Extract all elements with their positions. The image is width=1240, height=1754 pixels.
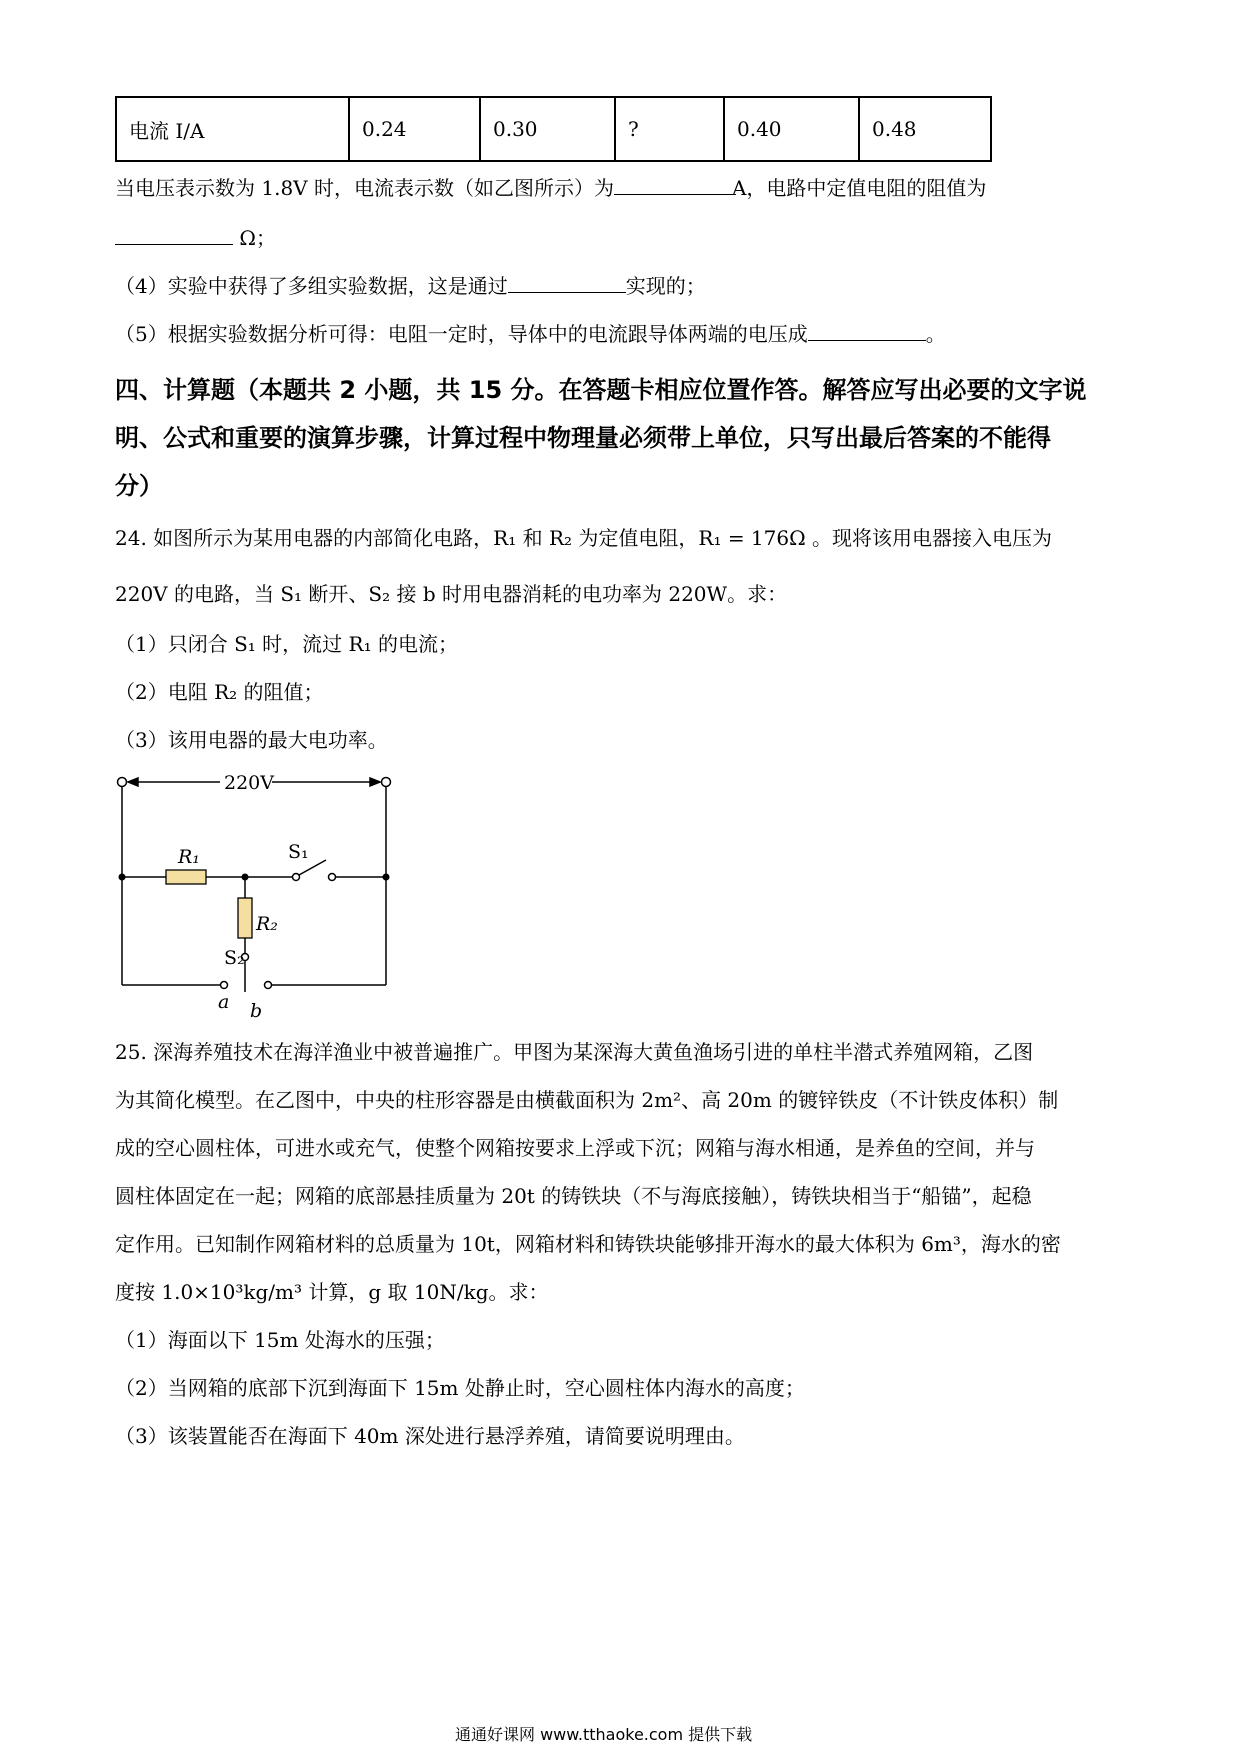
table-cell: 0.40 [724,97,859,161]
answer-blank [508,274,626,293]
question-24-sub1: （1）只闭合 S₁ 时，流过 R₁ 的电流； [115,632,458,656]
table-cell: 0.24 [349,97,480,161]
answer-blank [115,226,233,245]
data-table [115,96,992,162]
question-24-line1: 24. 如图所示为某用电器的内部简化电路，R₁ 和 R₂ 为定值电阻，R₁ = 176Ω 。现将该用电器接入电压为 [115,526,1053,550]
b-label: b [250,1000,263,1022]
voltage-label: 220V [224,772,274,794]
junction-dot [383,874,390,881]
question-24-sub3: （3）该用电器的最大电功率。 [115,728,388,752]
table-cell: 0.48 [859,97,991,161]
section-heading-line1: 四、计算题（本题共 2 小题，共 15 分。在答题卡相应位置作答。解答应写出必要的文字说 [115,376,1087,404]
question-25-line5: 定作用。已知制作网箱材料的总质量为 10t，网箱材料和铸铁块能够排开海水的最大体积为 6m³，海水的密 [115,1232,1061,1256]
junction-dot [119,874,126,881]
s2-label: S₂ [224,947,245,969]
question-text: 当电压表示数为 1.8V 时，电流表示数（如乙图所示）为 [115,176,614,200]
question-24-line2: 220V 的电路，当 S₁ 断开、S₂ 接 b 时用电器消耗的电功率为 220W。求： [115,582,788,606]
resistor-r2 [238,898,252,938]
question-text: 。 [925,322,946,346]
terminal-right [382,778,391,787]
table-cell: ? [615,97,724,161]
question-25-sub3: （3）该装置能否在海面下 40m 深处进行悬浮养殖，请简要说明理由。 [115,1424,745,1448]
table-row [116,97,991,161]
question-text: （4）实验中获得了多组实验数据，这是通过 [115,274,508,298]
section-heading-line3: 分） [115,472,163,500]
question-23-3-line1 [115,176,986,200]
contact-b [265,982,272,989]
junction-dot [242,874,249,881]
arrow-head-left [128,778,138,786]
question-text: A，电路中定值电阻的阻值为 [731,176,987,200]
a-label: a [218,991,230,1013]
terminal-left [118,778,127,787]
question-25-line1: 25. 深海养殖技术在海洋渔业中被普遍推广。甲图为某深海大黄鱼渔场引进的单柱半潜式养殖网箱，乙图 [115,1040,1034,1064]
contact-a [221,982,228,989]
answer-blank [614,176,732,195]
question-24-sub2: （2）电阻 R₂ 的阻值； [115,680,324,704]
question-25-line4: 圆柱体固定在一起；网箱的底部悬挂质量为 20t 的铸铁块（不与海底接触），铸铁块相当于“船锚”，起稳 [115,1184,1032,1208]
section-heading-line2: 明、公式和重要的演算步骤，计算过程中物理量必须带上单位，只写出最后答案的不能得 [115,424,1051,452]
s1-label: S₁ [288,841,309,863]
question-text: Ω； [239,226,276,250]
question-25-sub2: （2）当网箱的底部下沉到海面下 15m 处静止时，空心圆柱体内海水的高度； [115,1376,805,1400]
question-23-5 [115,322,946,346]
question-25-sub1: （1）海面以下 15m 处海水的压强； [115,1328,445,1352]
r2-label: R₂ [256,913,278,935]
table-cell: 0.30 [480,97,615,161]
question-25-line6: 度按 1.0×10³kg/m³ 计算，g 取 10N/kg。求： [115,1280,549,1304]
question-25-line3: 成的空心圆柱体，可进水或充气，使整个网箱按要求上浮或下沉；网箱与海水相通，是养鱼的空间，并与 [115,1136,1035,1160]
s1-contact [329,874,336,881]
resistor-r1 [166,870,206,884]
question-25-line2: 为其简化模型。在乙图中，中央的柱形容器是由横截面积为 2m²、高 20m 的镀锌铁皮（不计铁皮体积）制 [115,1088,1059,1112]
question-text: （5）根据实验数据分析可得：电阻一定时，导体中的电流跟导体两端的电压成 [115,322,808,346]
question-23-3-line2 [115,226,276,250]
question-text: 实现的； [625,274,706,298]
footer-text: 通通好课网 www.tthaoke.com 提供下载 [455,1725,753,1744]
circuit-diagram [100,760,410,1030]
s1-contact [293,874,300,881]
answer-blank [808,322,926,341]
arrow-head-right [370,778,380,786]
question-23-4 [115,274,706,298]
table-row-label: 电流 I/A [116,97,349,161]
r1-label: R₁ [178,846,200,868]
